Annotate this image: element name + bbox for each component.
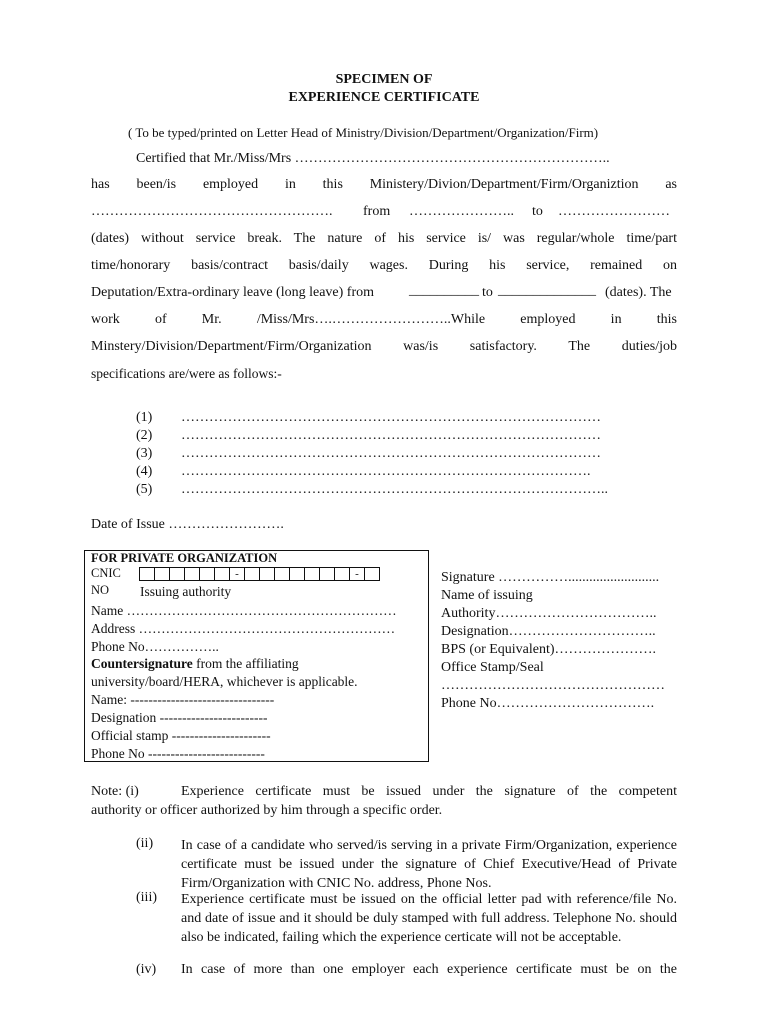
cnic-cell[interactable] [244, 567, 260, 581]
duty-num: (3) [136, 446, 153, 461]
counter-designation-field: Designation ------------------------ [91, 710, 268, 725]
cnic-cell[interactable] [214, 567, 230, 581]
body-line-9: specifications are/were as follows:- [91, 366, 282, 381]
cnic-cell[interactable] [364, 567, 380, 581]
cnic-cell[interactable] [184, 567, 200, 581]
countersignature-text: from the affiliating [192, 656, 299, 671]
cnic-cell[interactable] [139, 567, 155, 581]
duty-num: (4) [136, 464, 153, 479]
signature-field: Signature …………….......................... [441, 570, 660, 585]
deputation-dates: (dates). The [605, 285, 672, 300]
cnic-cell[interactable] [259, 567, 275, 581]
note-label-2: (ii) [136, 836, 154, 851]
cnic-separator: - [349, 567, 365, 581]
title-line-2: EXPERIENCE CERTIFICATE [288, 90, 480, 105]
note-text-1: Experience certificate must be issued under the signature of the competent [181, 784, 677, 799]
body-line-4: (dates) without service break. The nature of his service is/ was regular/whole time/part [91, 231, 677, 246]
counter-phone-field: Phone No -------------------------- [91, 746, 265, 761]
issuing-authority-label: Issuing authority [140, 584, 232, 599]
certified-line: Certified that Mr./Miss/Mrs ………………………………………………………….. [136, 151, 610, 166]
duty-blank: ……………………………………………………………………………… [181, 446, 601, 461]
cnic-cell[interactable] [199, 567, 215, 581]
cnic-cell[interactable] [289, 567, 305, 581]
note-label-4: (iv) [136, 962, 157, 977]
note-label-3: (iii) [136, 890, 157, 905]
from-date-blank: ………………….. [409, 204, 514, 219]
countersignature-line-2: university/board/HERA, whichever is applicable. [91, 674, 358, 689]
duty-blank: ……………………………………………………………………………… [181, 428, 601, 443]
body-line-6 [91, 285, 677, 304]
private-address-field: Address ………………………………………………… [91, 621, 396, 636]
to-date-blank: …………………… [558, 204, 670, 219]
body-line-2: has been/is employed in this Ministery/Divion/Department/Firm/Organiztion as [91, 177, 677, 192]
designation-blank: ……………………………………………. [91, 204, 333, 219]
duty-num: (1) [136, 410, 153, 425]
counter-name-field: Name: -------------------------------- [91, 692, 275, 707]
deputation-to-blank: ______________ [498, 283, 596, 298]
authority-field: Authority…………………………….. [441, 606, 657, 621]
bps-field: BPS (or Equivalent)…………………. [441, 642, 657, 657]
private-phone-field: Phone No…………….. [91, 639, 219, 654]
date-of-issue: Date of Issue ……………………. [91, 517, 284, 532]
note-text-1-cont: authority or officer authorized by him through a specific order. [91, 803, 443, 818]
duty-num: (5) [136, 482, 153, 497]
note-text-3: Experience certificate must be issued on the official letter pad with reference/file No. and date of issue and it should be duly stamped with full address. Telephone No. should also be indicated, failing which the experience certicate will not be acceptable. [181, 892, 677, 945]
cnic-cell[interactable] [334, 567, 350, 581]
body-line-7: work of Mr. /Miss/Mrs….……………………..While employed in this [91, 312, 677, 327]
cnic-separator: - [229, 567, 245, 581]
cnic-grid[interactable] [140, 567, 380, 581]
letterhead-instruction: ( To be typed/printed on Letter Head of Ministry/Division/Department/Organization/Firm) [128, 125, 599, 140]
name-of-issuing-label: Name of issuing [441, 588, 533, 603]
deputation-to-label: to [482, 285, 493, 300]
office-stamp-blank: ………………………………………… [441, 678, 665, 693]
note-label-1: Note: (i) [91, 784, 139, 799]
cnic-label: CNIC [91, 566, 121, 580]
duty-blank: ……………………………………………………………………………….. [181, 482, 608, 497]
title-line-1: SPECIMEN OF [335, 72, 433, 87]
deputation-from-blank: __________ [409, 283, 479, 298]
body-line-3 [91, 204, 677, 223]
office-stamp-label: Office Stamp/Seal [441, 660, 544, 675]
countersignature-line [91, 656, 299, 672]
designation-field: Designation………………………….. [441, 624, 656, 639]
cnic-cell[interactable] [169, 567, 185, 581]
private-org-heading: FOR PRIVATE ORGANIZATION [91, 551, 278, 565]
cnic-cell[interactable] [154, 567, 170, 581]
note-text-4: In case of more than one employer each experience certificate must be on the [181, 962, 677, 977]
cnic-no-label: NO [91, 583, 110, 597]
from-label: from [363, 204, 391, 219]
duty-blank: ……………………………………………………………………………. [181, 464, 591, 479]
counter-stamp-field: Official stamp ---------------------- [91, 728, 271, 743]
deputation-text: Deputation/Extra-ordinary leave (long leave) from [91, 285, 374, 300]
cnic-cell[interactable] [274, 567, 290, 581]
duty-blank: ……………………………………………………………………………… [181, 410, 601, 425]
countersignature-label: Countersignature [91, 656, 193, 671]
cnic-cell[interactable] [319, 567, 335, 581]
private-name-field: Name …………………………………………………… [91, 603, 397, 618]
right-phone-field: Phone No……………………………. [441, 696, 655, 711]
to-label: to [532, 204, 543, 219]
body-line-5: time/honorary basis/contract basis/daily wages. During his service, remained on [91, 258, 677, 273]
note-text-2: In case of a candidate who served/is serving in a private Firm/Organization, experience certificate must be issued under the signature of Chief Executive/Head of Private Firm/Organization with CNIC No. address, Phone Nos. [181, 838, 677, 891]
body-line-8: Minstery/Division/Department/Firm/Organization was/is satisfactory. The duties/job [91, 339, 677, 354]
duty-num: (2) [136, 428, 153, 443]
cnic-cell[interactable] [304, 567, 320, 581]
